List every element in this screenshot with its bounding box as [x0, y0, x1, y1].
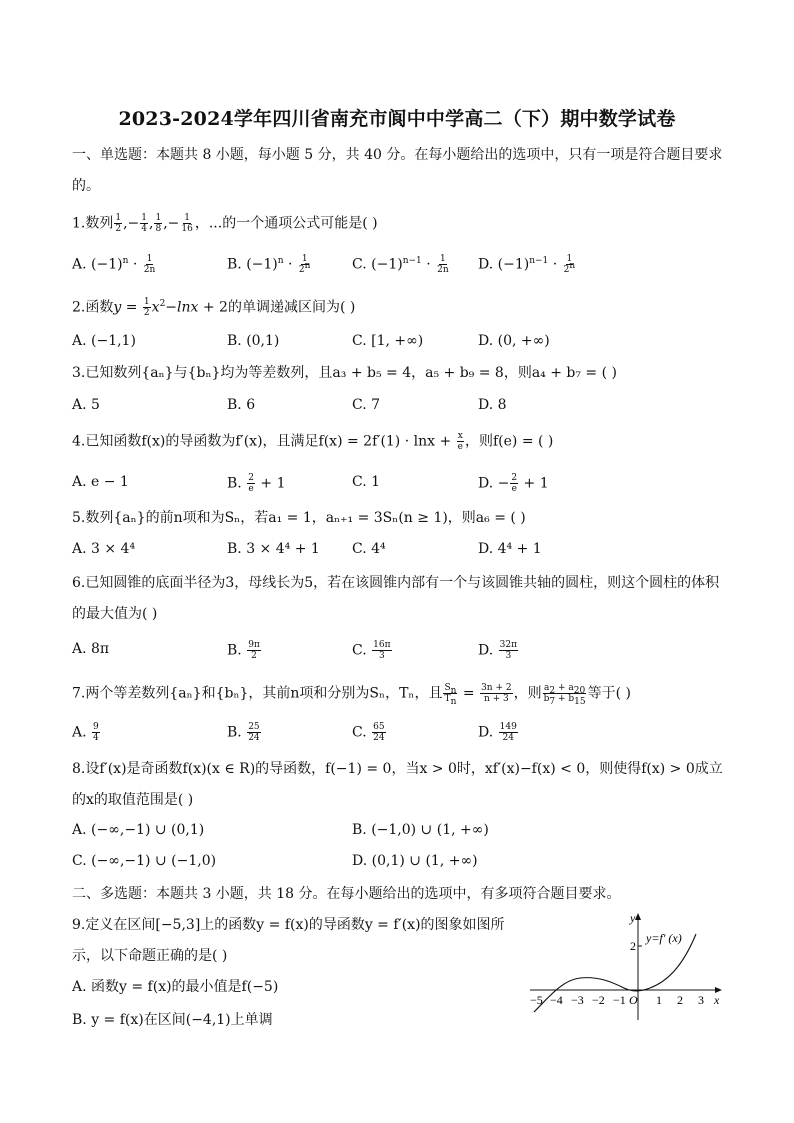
x-tick-label: −4	[550, 993, 563, 1007]
question-6: 6.已知圆锥的底面半径为3，母线长为5，若在该圆锥内部有一个与该圆锥共轴的圆柱，则这个圆柱的体积	[72, 575, 720, 591]
q8-option-a[interactable]: A. (−∞,−1) ∪ (0,1)	[72, 822, 205, 838]
question-8: 8.设f′(x)是奇函数f(x)(x ∈ R)的导函数，f(−1) = 0，当x > 0时，xf′(x)−f(x) < 0，则使得f(x) > 0成立	[72, 761, 723, 777]
origin-label: O	[629, 993, 638, 1007]
q9-option-a[interactable]: A. 函数y = f(x)的最小值是f(−5)	[72, 979, 279, 995]
section1-heading: 一、单选题：本题共 8 小题，每小题 5 分，共 40 分。在每小题给出的选项中，只有一项是符合题目要求	[72, 147, 723, 163]
q7-option-c[interactable]: C. $\frac{65}{24}$	[352, 722, 385, 743]
q3-option-a[interactable]: A. 5	[72, 397, 100, 413]
q5-option-b[interactable]: B. 3 × 4⁴ + 1	[227, 541, 320, 557]
section1-heading-cont: 的。	[72, 178, 100, 194]
y-tick-label: 2	[630, 939, 636, 953]
q9-option-b[interactable]: B. y = f(x)在区间(−4,1)上单调	[72, 1012, 273, 1028]
q4-option-c[interactable]: C. 1	[352, 474, 381, 490]
q1-option-d[interactable]: D. $(-1)^{n-1}$ · $\frac{1}{2^n}$	[478, 254, 576, 275]
q1-option-a[interactable]: A. $(-1)^n$ · $\frac{1}{2n}$	[72, 254, 156, 275]
question-9-cont: 示，以下命题正确的是( )	[72, 948, 228, 964]
question-9: 9.定义在区间[−5,3]上的函数y = f(x)的导函数y = f′(x)的图象如图所	[72, 917, 505, 933]
q3-option-d[interactable]: D. 8	[478, 397, 507, 413]
question-8-cont: 的x的取值范围是( )	[72, 792, 194, 808]
q8-option-d[interactable]: D. (0,1) ∪ (1, +∞)	[352, 853, 478, 869]
q7-option-a[interactable]: A. $\frac{9}{4}$	[72, 722, 99, 743]
question-6-cont: 的最大值为( )	[72, 606, 158, 622]
y-axis-label: y	[630, 911, 636, 925]
q4-option-b[interactable]: B. $\frac{2}{e}$ + 1	[227, 473, 286, 494]
question-3: 3.已知数列{aₙ}与{bₙ}均为等差数列，且a₃ + b₅ = 4，a₅ + b₉ = 8，则a₄ + b₇ = ( )	[72, 365, 617, 381]
question-5: 5.数列{aₙ}的前n项和为Sₙ，若a₁ = 1，aₙ₊₁ = 3Sₙ(n ≥ 1)，则a₆ = ( )	[72, 510, 526, 526]
x-tick-label: −1	[613, 993, 626, 1007]
x-tick-label: 3	[698, 993, 704, 1007]
page-title: 2023-2024学年四川省南充市阆中中学高二（下）期中数学试卷	[118, 108, 676, 130]
q4-option-a[interactable]: A. e − 1	[72, 474, 129, 490]
question-4: 4.已知函数f(x)的导函数为f′(x)，且满足f(x) = 2f′(1) · lnx + $\frac{x}{e}$ ，则f(e) = ( )	[72, 431, 554, 452]
x-tick-label: 1	[656, 993, 662, 1007]
q3-option-c[interactable]: C. 7	[352, 397, 381, 413]
q6-option-b[interactable]: B. $\frac{9\pi}{2}$	[227, 640, 260, 661]
x-tick-label: −3	[571, 993, 584, 1007]
q5-option-c[interactable]: C. 4⁴	[352, 541, 386, 557]
q6-option-d[interactable]: D. $\frac{32\pi}{3}$	[478, 640, 518, 661]
q5-option-d[interactable]: D. 4⁴ + 1	[478, 541, 542, 557]
section2-heading: 二、多选题：本题共 3 小题，共 18 分。在每小题给出的选项中，有多项符合题目要求。	[72, 886, 621, 902]
y-axis-arrow-icon	[635, 913, 641, 920]
q2-option-a[interactable]: A. (−1,1)	[72, 333, 136, 349]
x-axis-label: x	[714, 993, 720, 1007]
q7-option-b[interactable]: B. $\frac{25}{24}$	[227, 722, 260, 743]
q6-option-a[interactable]: A. 8π	[72, 641, 110, 657]
curve-label: y=f′ (x)	[646, 931, 682, 945]
q4-option-d[interactable]: D. − $\frac{2}{e}$ + 1	[478, 473, 549, 494]
q3-option-b[interactable]: B. 6	[227, 397, 256, 413]
q7-option-d[interactable]: D. $\frac{149}{24}$	[478, 722, 517, 743]
q2-option-c[interactable]: C. [1, +∞)	[352, 333, 424, 349]
q5-option-a[interactable]: A. 3 × 4⁴	[72, 541, 136, 557]
q2-option-d[interactable]: D. (0, +∞)	[478, 333, 550, 349]
q8-option-b[interactable]: B. (−1,0) ∪ (1, +∞)	[352, 822, 489, 838]
question-7: 7.两个等差数列{aₙ}和{bₙ}，其前n项和分别为Sₙ，Tₙ，且 $\frac{S_n}{T_n}$ = $\frac{3n + 2}{n + 3}$ ，则 $\frac{a_2 + a_{20}}{b_7 + b_{15}}$ 等于( )	[72, 683, 631, 707]
q1-option-b[interactable]: B. $(-1)^n$ · $\frac{1}{2^n}$	[227, 254, 311, 275]
derivative-graph	[526, 908, 726, 1023]
x-tick-label: −2	[592, 993, 605, 1007]
q1-option-c[interactable]: C. $(-1)^{n-1}$ · $\frac{1}{2n}$	[352, 254, 449, 275]
q8-option-c[interactable]: C. (−∞,−1) ∪ (−1,0)	[72, 853, 217, 869]
x-tick-label: 2	[677, 993, 683, 1007]
question-2: 2.函数y = $\frac{1}{2}$ $x^2-\ln x + 2$的单调递减区间为( )	[72, 297, 356, 318]
question-1: 1.数列 $\frac{1}{2}$ ,− $\frac{1}{4}$ , $\frac{1}{8}$ ,− $\frac{1}{16}$ ，...的一个通项公式可能是( )	[72, 213, 378, 234]
x-tick-label: −5	[530, 993, 543, 1007]
q2-option-b[interactable]: B. (0,1)	[227, 333, 280, 349]
q6-option-c[interactable]: C. $\frac{16\pi}{3}$	[352, 640, 391, 661]
